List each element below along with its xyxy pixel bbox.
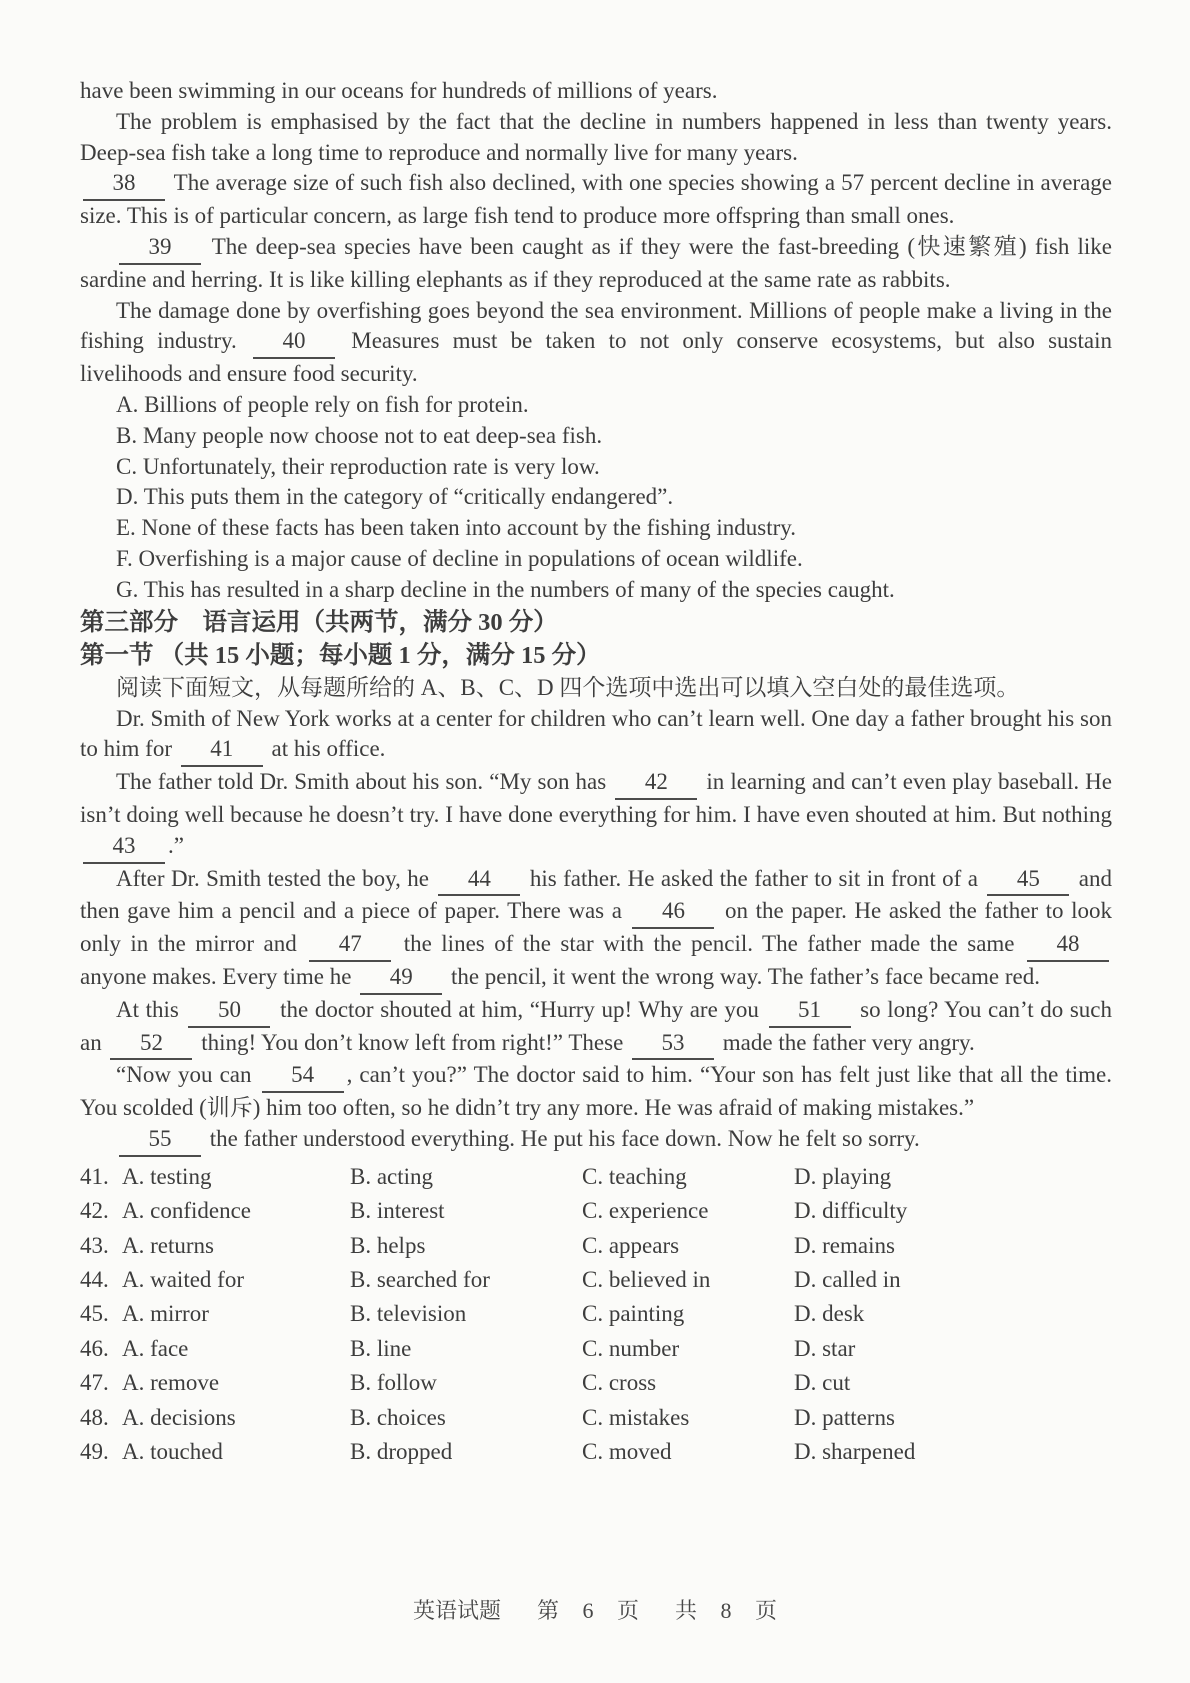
choice-line: F. Overfishing is a major cause of decline in populations of ocean wildlife. [116, 545, 803, 571]
text-run: his father. He asked the father to sit in front of a [523, 865, 985, 891]
text-run: the doctor shouted at him, “Hurry up! Why are you [273, 996, 766, 1022]
question-number: 43. [80, 1232, 109, 1258]
option-a: A. waited for [122, 1266, 244, 1292]
text-run: Measures must be taken to not only conserve ecosystems, but also sustain livelihoods and ensure food security. [80, 328, 1112, 387]
option-d: D. star [794, 1335, 856, 1361]
option-c: C. believed in [582, 1266, 711, 1292]
footer-doc-title: 英语试题 [412, 1598, 501, 1623]
option-b: B. choices [350, 1404, 446, 1430]
options-row [80, 1297, 1112, 1331]
option-b: B. helps [350, 1232, 426, 1258]
option-a: A. touched [122, 1438, 223, 1464]
section1-heading: 第一节 （共 15 小题；每小题 1 分，满分 15 分） [80, 641, 601, 669]
text-run: in learning and can’t even play baseball. He isn’t doing well because he doesn’t try. I have done everything for him. I have even shouted at him. But nothing [80, 769, 1112, 827]
blank-47: 47 [309, 929, 391, 962]
options-row [80, 1401, 1112, 1435]
option-d: D. desk [794, 1301, 865, 1327]
option-b: B. acting [350, 1163, 434, 1189]
footer-page-number: 第 6 页 [536, 1598, 639, 1623]
text-run: on the paper. He asked the father to look only in the mirror and [80, 898, 1112, 957]
options-row [80, 1263, 1112, 1297]
option-a: A. decisions [122, 1404, 236, 1430]
choice-line: D. This puts them in the category of “critically endangered”. [116, 484, 674, 510]
text-run: “Now you can [116, 1062, 259, 1088]
options-row [80, 1366, 1112, 1400]
option-d: D. patterns [794, 1404, 895, 1430]
blank-44: 44 [438, 864, 520, 897]
choice-line: C. Unfortunately, their reproduction rate is very low. [116, 453, 600, 479]
option-c: C. teaching [582, 1163, 687, 1189]
blank-53: 53 [632, 1028, 714, 1061]
blank-45: 45 [987, 864, 1069, 897]
blank-43: 43 [83, 831, 165, 864]
paragraph [80, 1060, 1112, 1124]
text-run: anyone makes. Every time he [80, 963, 358, 989]
blank-42: 42 [615, 767, 697, 800]
question-number: 45. [80, 1301, 109, 1327]
option-a: A. face [122, 1335, 189, 1361]
question-number: 47. [80, 1370, 109, 1396]
footer-page-total: 共 8 页 [675, 1598, 778, 1623]
text-run: After Dr. Smith tested the boy, he [116, 865, 436, 891]
text-run: The damage done by overfishing goes beyond the sea environment. Millions of people make a living in the fishing industry. [80, 297, 1112, 354]
option-a: A. returns [122, 1232, 214, 1258]
option-a: A. remove [122, 1370, 220, 1396]
text-run: the lines of the star with the pencil. The father made the same [394, 931, 1024, 957]
choice-line: B. Many people now choose not to eat deep-sea fish. [116, 422, 603, 448]
cloze-passage [80, 704, 1112, 1157]
blank-49: 49 [360, 962, 442, 995]
blank-46: 46 [632, 896, 714, 929]
option-a: A. testing [122, 1163, 212, 1189]
blank-39: 39 [119, 232, 201, 265]
option-d: D. playing [794, 1163, 892, 1189]
option-a: A. mirror [122, 1301, 209, 1327]
text-run: at his office. [265, 736, 386, 762]
paragraph [80, 995, 1112, 1061]
option-b: B. searched for [350, 1266, 490, 1292]
text-run: Dr. Smith of New York works at a center for children who can’t learn well. One day a father brought his son to him for [80, 705, 1112, 762]
option-c: C. painting [582, 1301, 685, 1327]
blank-51: 51 [769, 995, 851, 1028]
text-run: so long? You can’t do such an [80, 996, 1113, 1055]
part3-heading: 第三部分 语言运用（共两节，满分 30 分） [80, 608, 558, 636]
paragraph [80, 864, 1112, 995]
question-number: 46. [80, 1335, 109, 1361]
option-b: B. interest [350, 1198, 445, 1224]
text-run: At this [116, 996, 186, 1022]
option-d: D. called in [794, 1266, 901, 1292]
option-c: C. moved [582, 1438, 672, 1464]
cloze-instruction: 阅读下面短文，从每题所给的 A、B、C、D 四个选项中选出可以填入空白处的最佳选项。 [116, 674, 1020, 700]
blank-41: 41 [181, 734, 263, 767]
page-footer [0, 1594, 1190, 1625]
paragraph [80, 767, 1112, 863]
paragraph [80, 168, 1112, 232]
blank-54: 54 [262, 1060, 344, 1093]
option-a: A. confidence [122, 1198, 251, 1224]
text-run: The father told Dr. Smith about his son. “My son has [116, 769, 613, 795]
option-d: D. difficulty [794, 1198, 908, 1224]
option-b: B. dropped [350, 1438, 453, 1464]
question-number: 42. [80, 1198, 109, 1224]
choice-line: G. This has resulted in a sharp decline in the numbers of many of the species caught. [116, 576, 895, 602]
paragraph [80, 107, 1112, 169]
option-b: B. follow [350, 1370, 437, 1396]
option-d: D. cut [794, 1370, 851, 1396]
choice-line: A. Billions of people rely on fish for protein. [116, 391, 529, 417]
option-c: C. number [582, 1335, 680, 1361]
blank-52: 52 [110, 1028, 192, 1061]
option-b: B. line [350, 1335, 412, 1361]
reading-choice-list [80, 390, 1112, 606]
text-run: The deep-sea species have been caught as if they were the fast-breeding (快速繁殖) fish like sardine and herring. It is like killing elephants as if they reproduced at the same rate as rabbits. [80, 233, 1112, 292]
option-b: B. television [350, 1301, 467, 1327]
option-d: D. sharpened [794, 1438, 916, 1464]
text-run: The problem is emphasised by the fact that the decline in numbers happened in less than twenty years. Deep-sea fish take a long time to reproduce and normally live for many years. [80, 108, 1112, 165]
blank-40: 40 [253, 326, 335, 359]
option-c: C. mistakes [582, 1404, 690, 1430]
options-row [80, 1229, 1112, 1263]
options-row [80, 1332, 1112, 1366]
options-row [80, 1160, 1112, 1194]
paragraph [80, 232, 1112, 296]
paragraph [80, 76, 1112, 107]
option-d: D. remains [794, 1232, 895, 1258]
text-run: and then gave him a pencil and a piece of paper. There was a [80, 865, 1113, 924]
question-number: 41. [80, 1163, 109, 1189]
text-run: .” [168, 832, 184, 858]
choice-line: E. None of these facts has been taken into account by the fishing industry. [116, 515, 797, 541]
cloze-options-table [80, 1160, 1112, 1470]
options-row [80, 1194, 1112, 1228]
question-number: 49. [80, 1438, 109, 1464]
question-number: 48. [80, 1404, 109, 1430]
paragraph [80, 1124, 1112, 1157]
option-c: C. cross [582, 1370, 657, 1396]
text-run: the father understood everything. He put his face down. Now he felt so sorry. [204, 1125, 920, 1151]
blank-55: 55 [119, 1124, 201, 1157]
blank-48: 48 [1027, 929, 1109, 962]
text-run: The average size of such fish also declined, with one species showing a 57 percent decline in average size. This is of particular concern, as large fish tend to produce more offspring than small ones. [80, 170, 1112, 229]
blank-38: 38 [83, 168, 165, 201]
options-row [80, 1435, 1112, 1469]
text-run: the pencil, it went the wrong way. The father’s face became red. [445, 963, 1040, 989]
paragraph [80, 296, 1112, 390]
text-run: , can’t you?” The doctor said to him. “Your son has felt just like that all the time. You scolded (训斥) him too often, so he didn’t try any more. He was afraid of making mistakes.” [80, 1062, 1112, 1121]
reading-passage [80, 76, 1112, 390]
text-run: have been swimming in our oceans for hundreds of millions of years. [80, 78, 718, 103]
text-run: made the father very angry. [717, 1029, 975, 1055]
text-run: thing! You don’t know left from right!” These [195, 1029, 630, 1055]
option-c: C. appears [582, 1232, 680, 1258]
blank-50: 50 [188, 995, 270, 1028]
question-number: 44. [80, 1266, 109, 1292]
option-c: C. experience [582, 1198, 709, 1224]
paragraph [80, 704, 1112, 768]
